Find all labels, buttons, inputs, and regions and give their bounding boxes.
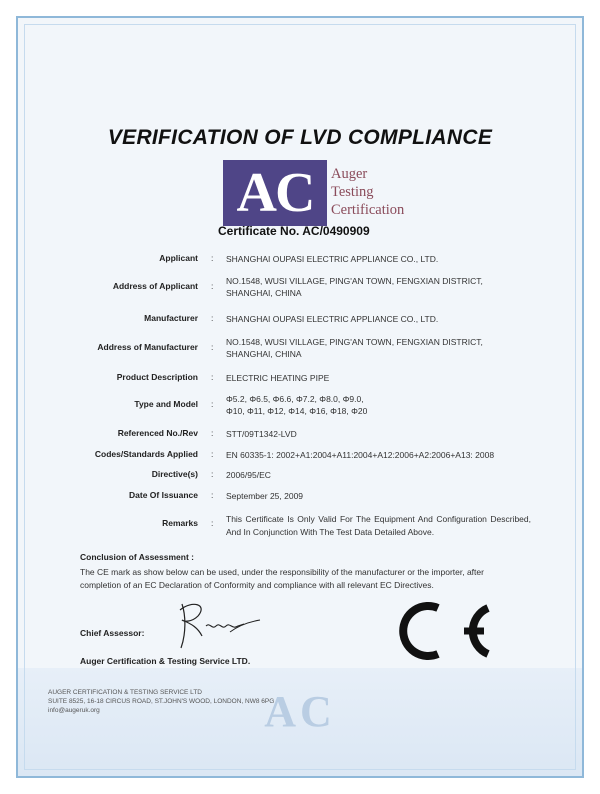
ce-mark-icon	[392, 600, 496, 662]
field-value-line2: SHANGHAI, CHINA	[226, 349, 302, 359]
field-colon: :	[211, 313, 214, 323]
field-label: Remarks	[162, 518, 198, 528]
field-value-line2: SHANGHAI, CHINA	[226, 288, 302, 298]
field-label: Referenced No./Rev	[117, 428, 198, 438]
field-label: Directive(s)	[151, 469, 198, 479]
assessor-signature	[168, 596, 264, 652]
field-value: SHANGHAI OUPASI ELECTRIC APPLIANCE CO., LTD.	[226, 314, 439, 324]
issuing-company: Auger Certification & Testing Service LTD.	[80, 656, 251, 666]
field-value-line1: NO.1548, WUSI VILLAGE, PING'AN TOWN, FENGXIAN DISTRICT,	[226, 337, 483, 347]
field-value: EN 60335-1: 2002+A1:2004+A11:2004+A12:2006+A2:2006+A13: 2008	[226, 450, 495, 460]
footer-watermark: AC	[264, 687, 336, 736]
field-value: September 25, 2009	[226, 491, 304, 501]
logo-word-testing: Testing	[331, 184, 374, 200]
certificate-title: VERIFICATION OF LVD COMPLIANCE	[107, 126, 493, 149]
footer-band	[18, 668, 582, 776]
field-colon: :	[211, 428, 214, 438]
footer-company-name: AUGER CERTIFICATION & TESTING SERVICE LTD	[48, 689, 202, 696]
field-colon: :	[211, 518, 214, 528]
field-colon: :	[211, 490, 214, 500]
field-colon: :	[211, 342, 214, 352]
field-colon: :	[211, 469, 214, 479]
footer-address	[48, 688, 274, 715]
field-value	[226, 275, 536, 299]
field-label: Date Of Issuance	[129, 490, 198, 500]
field-value: 2006/95/EC	[226, 470, 271, 480]
logo-word-certification: Certification	[331, 202, 405, 218]
field-label: Applicant	[159, 253, 198, 263]
field-value: ELECTRIC HEATING PIPE	[226, 373, 330, 383]
field-colon: :	[211, 281, 214, 291]
field-label: Address of Manufacturer	[97, 342, 198, 352]
field-value: This Certificate Is Only Valid For The Equipment And Configuration Described, And In Conjunction With The Test Data Detailed Above.	[226, 514, 531, 537]
field-value-line1: Φ5.2, Φ6.5, Φ6.6, Φ7.2, Φ8.0, Φ9.0,	[226, 394, 364, 404]
field-value	[226, 393, 536, 417]
field-value: SHANGHAI OUPASI ELECTRIC APPLIANCE CO., LTD.	[226, 254, 439, 264]
field-value-line1: NO.1548, WUSI VILLAGE, PING'AN TOWN, FENGXIAN DISTRICT,	[226, 276, 483, 286]
footer-street: SUITE 8525, 16-18 CIRCUS ROAD, ST.JOHN'S WOOD, LONDON, NW8 6PG	[48, 698, 275, 705]
certificate-number: Certificate No. AC/0490909	[218, 224, 370, 238]
field-label: Codes/Standards Applied	[94, 449, 198, 459]
field-label: Address of Applicant	[112, 281, 198, 291]
field-label: Type and Model	[134, 399, 198, 409]
field-colon: :	[211, 372, 214, 382]
field-colon: :	[211, 399, 214, 409]
auger-logo	[223, 160, 431, 226]
field-value-line2: Φ10, Φ11, Φ12, Φ14, Φ16, Φ18, Φ20	[226, 406, 368, 416]
field-value	[226, 336, 536, 360]
chief-assessor-label: Chief Assessor:	[80, 628, 145, 638]
field-label: Manufacturer	[144, 313, 198, 323]
field-value: STT/09T1342-LVD	[226, 429, 297, 439]
field-colon: :	[211, 253, 214, 263]
footer-email: info@augeruk.org	[48, 707, 100, 714]
logo-word-auger: Auger	[331, 166, 368, 182]
field-colon: :	[211, 449, 214, 459]
field-label: Product Description	[116, 372, 198, 382]
conclusion-text: The CE mark as show below can be used, under the responsibility of the manufacturer or the importer, after completion of an EC Declaration of Conformity and compliance with all relevant EC Directives.	[80, 567, 484, 590]
logo-letters: AC	[223, 160, 327, 226]
conclusion-heading: Conclusion of Assessment :	[80, 552, 194, 562]
